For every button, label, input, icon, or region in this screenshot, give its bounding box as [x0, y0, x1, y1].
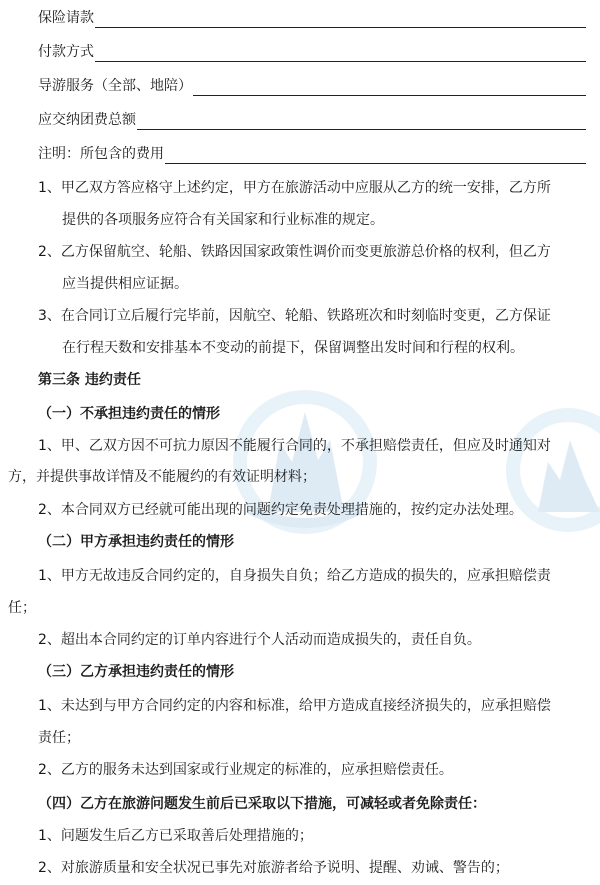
- clause-1-line-1: [38, 178, 551, 198]
- section-2-p2: 2、超出本合同约定的订单内容进行个人活动而造成损失的，责任自负。: [38, 632, 481, 648]
- section-2-title: （二）甲方承担违约责任的情形: [38, 534, 234, 550]
- clause-text: 在合同订立后履行完毕前，因航空、轮船、铁路班次和时刻临时变更，乙方保证: [60, 308, 551, 324]
- section-3-title: （三）乙方承担违约责任的情形: [38, 664, 234, 680]
- section-3-p1-line-1: 1、未达到与甲方合同约定的内容和标准，给甲方造成直接经济损失的，应承担赔偿: [38, 698, 551, 714]
- section-1-p2: 2、本合同双方已经就可能出现的问题约定免责处理措施的，按约定办法处理。: [38, 502, 523, 518]
- field-label: 注明：所包含的费用: [38, 146, 164, 162]
- field-total-fee: [38, 110, 586, 130]
- section-1-p1-line-1: 1、甲、乙双方因不可抗力原因不能履行合同的，不承担赔偿责任，但应及时通知对: [38, 438, 551, 454]
- fill-line: [193, 81, 586, 96]
- clause-number: 2、: [38, 244, 61, 260]
- clause-2-line-2: 应当提供相应证据。: [62, 276, 188, 292]
- section-4-p1: 1、问题发生后乙方已采取善后处理措施的；: [38, 828, 313, 844]
- clause-3-line-2: 在行程天数和安排基本不变动的前提下，保留调整出发时间和行程的权利。: [62, 340, 524, 356]
- field-payment: [38, 42, 586, 62]
- fill-line: [95, 13, 586, 28]
- fill-line: [137, 115, 586, 130]
- section-4-p2: 2、对旅游质量和安全状况已事先对旅游者给予说明、提醒、劝诫、警告的；: [38, 860, 509, 876]
- fill-line: [95, 47, 586, 62]
- clause-2-line-1: [38, 242, 551, 262]
- section-1-p1-line-2: 方，并提供事故详情及不能履约的有效证明材料；: [8, 469, 316, 485]
- article-title: 第三条 违约责任: [38, 372, 141, 388]
- field-included-costs: [38, 144, 586, 164]
- section-2-p1-line-2: 任；: [8, 600, 36, 616]
- clause-number: 1、: [38, 180, 61, 196]
- field-insurance: [38, 8, 586, 28]
- fill-line: [165, 149, 586, 164]
- field-label: 导游服务（全部、地陪）: [38, 78, 192, 94]
- section-1-title: （一）不承担违约责任的情形: [38, 406, 220, 422]
- section-3-p2: 2、乙方的服务未达到国家或行业规定的标准的，应承担赔偿责任。: [38, 762, 453, 778]
- section-2-p1-line-1: 1、甲方无故违反合同约定的，自身损失自负；给乙方造成的损失的，应承担赔偿责: [38, 568, 551, 584]
- field-guide: [38, 76, 586, 96]
- clause-text: 甲乙双方答应格守上述约定，甲方在旅游活动中应服从乙方的统一安排，乙方所: [60, 180, 551, 196]
- clause-3-line-1: [38, 306, 551, 326]
- clause-number: 3、: [38, 308, 61, 324]
- section-3-p1-line-2: 责任；: [38, 730, 80, 746]
- field-label: 保险请款: [38, 10, 94, 26]
- field-label: 应交纳团费总额: [38, 112, 136, 128]
- section-4-title: （四）乙方在旅游问题发生前后已采取以下措施，可减轻或者免除责任：: [38, 796, 486, 812]
- field-label: 付款方式: [38, 44, 94, 60]
- clause-1-line-2: 提供的各项服务应符合有关国家和行业标准的规定。: [62, 212, 384, 228]
- clause-text: 乙方保留航空、轮船、铁路因国家政策性调价而变更旅游总价格的权利，但乙方: [60, 244, 551, 260]
